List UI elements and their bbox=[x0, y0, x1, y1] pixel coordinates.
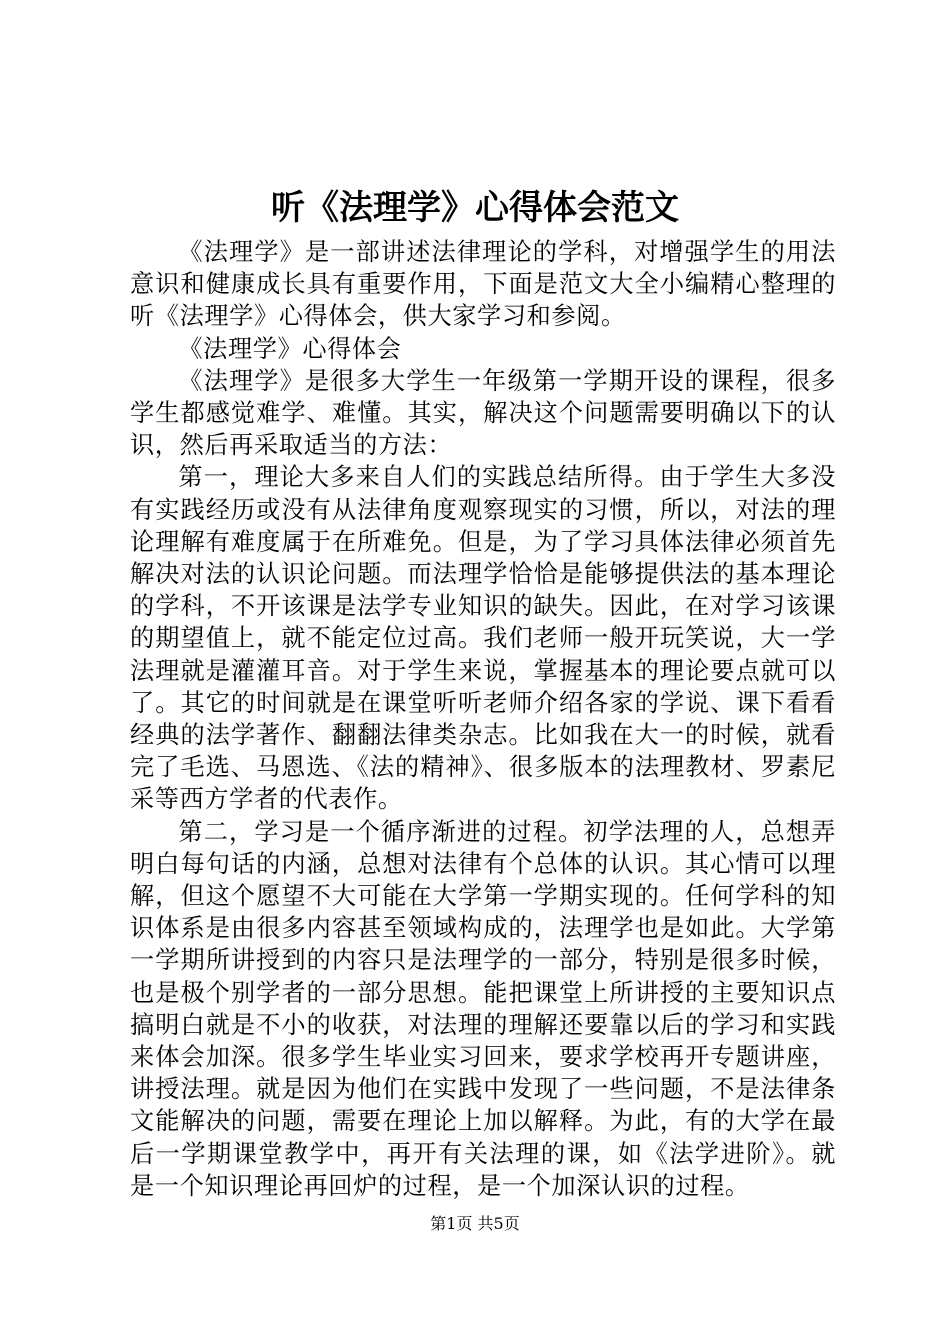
page-number-footer: 第1页 共5页 bbox=[430, 1214, 520, 1233]
section-heading: 《法理学》心得体会 bbox=[178, 334, 402, 363]
body-paragraph: 《法理学》是很多大学生一年级第一学期开设的课程，很多学生都感觉难学、难懂。其实，解决这个问题需要明确以下的认识，然后再采取适当的方法： bbox=[130, 366, 836, 460]
intro-paragraph: 《法理学》是一部讲述法律理论的学科，对增强学生的用法意识和健康成长具有重要作用，下面是范文大全小编精心整理的听《法理学》心得体会，供大家学习和参阅。 bbox=[130, 238, 836, 331]
document-title: 听《法理学》心得体会范文 bbox=[271, 188, 679, 228]
body-paragraph: 第二，学习是一个循序渐进的过程。初学法理的人，总想弄明白每句话的内涵，总想对法律有个总体的认识。其心情可以理解，但这个愿望不大可能在大学第一学期实现的。任何学科的知识体系是由很多内容甚至领域构成的，法理学也是如此。大学第一学期所讲授到的内容只是法理学的一部分，特别是很多时候，也是极个别学者的一部分思想。能把课堂上所讲授的主要知识点搞明白就是不小的收获，对法理的理解还要靠以后的学习和实践来体会加深。很多学生毕业实习回来，要求学校再开专题讲座，讲授法理。就是因为他们在实践中发现了一些问题，不是法律条文能解决的问题，需要在理论上加以解释。为此，有的大学在最后一学期课堂教学中，再开有关法理的课，如《法学进阶》。就是一个知识理论再回炉的过程，是一个加深认识的过程。 bbox=[130, 817, 836, 1200]
body-paragraph: 第一，理论大多来自人们的实践总结所得。由于学生大多没有实践经历或没有从法律角度观察现实的习惯，所以，对法的理论理解有难度属于在所难免。但是，为了学习具体法律必须首先解决对法的认识论问题。而法理学恰恰是能够提供法的基本理论的学科，不开该课是法学专业知识的缺失。因此，在对学习该课的期望值上，就不能定位过高。我们老师一般开玩笑说，大一学法理就是灌灌耳音。对于学生来说，掌握基本的理论要点就可以了。其它的时间就是在课堂听听老师介绍各家的学说、课下看看经典的法学著作、翻翻法律类杂志。比如我在大一的时候，就看完了毛选、马恩选、《法的精神》、很多版本的法理教材、罗素尼采等西方学者的代表作。 bbox=[130, 463, 836, 814]
document-body bbox=[130, 236, 836, 1202]
